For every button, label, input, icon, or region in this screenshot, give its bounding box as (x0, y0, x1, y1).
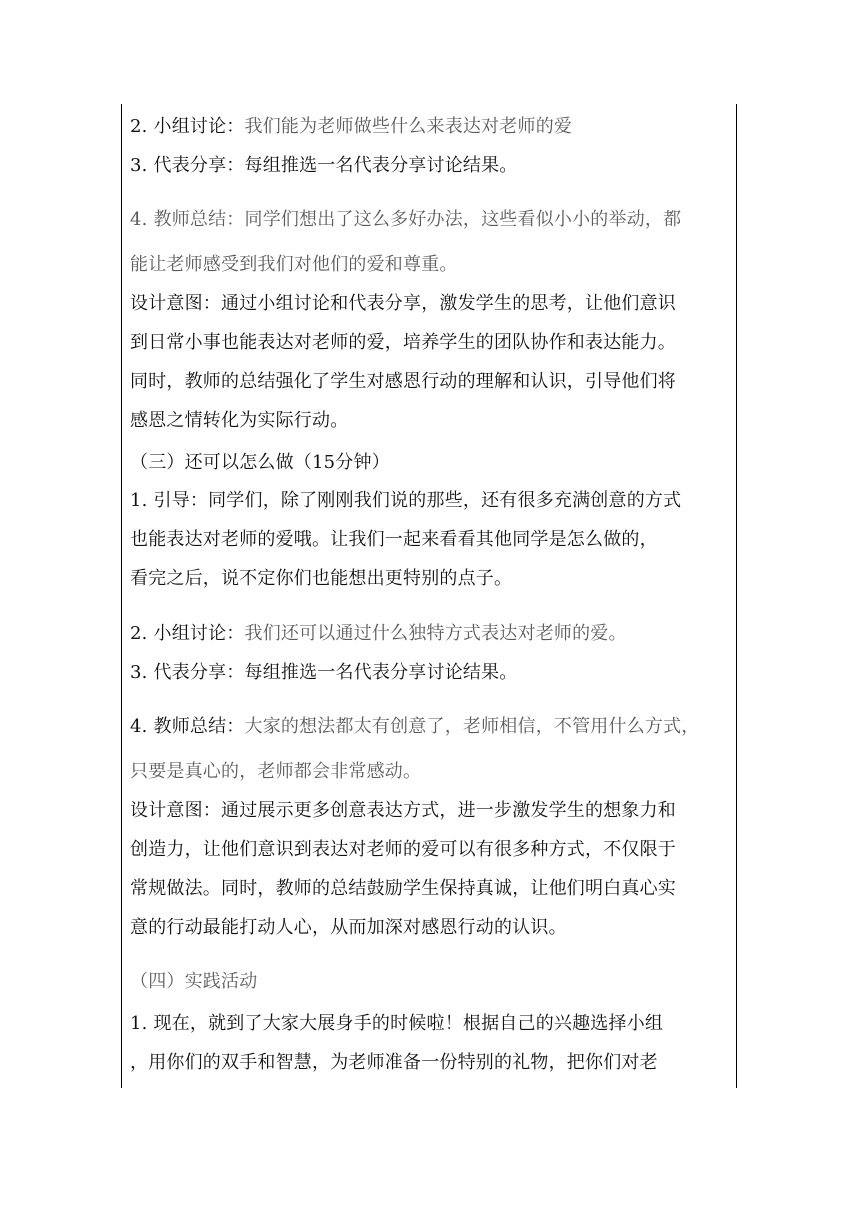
text-line: 创造力，让他们意识到表达对老师的爱可以有很多种方式，不仅限于 (130, 839, 676, 860)
text-line: 常规做法。同时，教师的总结鼓励学生保持真诚，让他们明白真心实 (130, 878, 676, 899)
text-line: 4. 教师总结：同学们想出了这么多好办法，这些看似小小的举动，都 (130, 209, 682, 230)
text-segment: 我们能为老师做些什么来表达对老师的爱 (244, 116, 573, 137)
text-line: 1. 现在，就到了大家大展身手的时候啦！根据自己的兴趣选择小组 (130, 1013, 664, 1034)
text-line: 1. 引导：同学们，除了刚刚我们说的那些，还有很多充满创意的方式 (130, 490, 682, 511)
text-line: 也能表达对老师的爱哦。让我们一起来看看其他同学是怎么做的， (130, 529, 658, 550)
text-line: 到日常小事也能表达对老师的爱，培养学生的团队协作和表达能力。 (130, 332, 676, 353)
text-line: 意的行动最能打动人心，从而加深对感恩行动的认识。 (130, 917, 567, 938)
text-segment: 我们还可以通过什么独特方式表达对老师的爱。 (244, 623, 627, 644)
text-segment: 2. 小组讨论： (130, 116, 245, 137)
section-heading: （三）还可以怎么做（15分钟） (130, 452, 390, 473)
text-line: 只要是真心的，老师都会非常感动。 (130, 761, 422, 782)
text-line: 设计意图：通过展示更多创意表达方式，进一步激发学生的想象力和 (130, 800, 676, 821)
text-segment: 4. 教师总结： (130, 716, 245, 737)
text-segment: 大家的想法都太有创意了，老师相信，不管用什么方式， (244, 716, 700, 737)
text-line: 3. 代表分享：每组推选一名代表分享讨论结果。 (130, 662, 518, 683)
text-line: ，用你们的双手和智慧，为老师准备一份特别的礼物，把你们对老 (130, 1052, 658, 1073)
text-line (130, 715, 734, 739)
section-heading: （四）实践活动 (130, 971, 258, 992)
text-segment: 2. 小组讨论： (130, 623, 245, 644)
table-cell-frame (121, 104, 737, 1088)
text-line: 看完之后，说不定你们也能想出更特别的点子。 (130, 568, 513, 589)
text-line (130, 115, 734, 139)
text-line: 能让老师感受到我们对他们的爱和尊重。 (130, 254, 458, 275)
text-line: 同时，教师的总结强化了学生对感恩行动的理解和认识，引导他们将 (130, 371, 676, 392)
text-line (130, 622, 734, 646)
text-line: 3. 代表分享：每组推选一名代表分享讨论结果。 (130, 155, 518, 176)
text-line: 感恩之情转化为实际行动。 (130, 410, 349, 431)
text-line: 设计意图：通过小组讨论和代表分享，激发学生的思考，让他们意识 (130, 293, 676, 314)
